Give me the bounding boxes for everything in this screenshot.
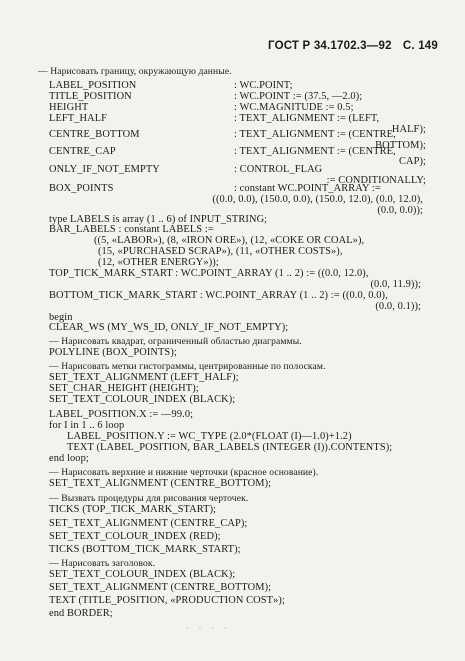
code-line: := CONDITIONALLY; [326,175,426,186]
code-line: (0.0, 0.1)); [375,301,421,312]
code-line: (12, «OTHER ENERGY»)); [98,257,219,268]
code-line: LABEL_POSITION.Y := WC_TYPE (2.0*(FLOAT (I)—1.0)+1.2) [67,431,352,442]
standard-number: ГОСТ Р 34.1702.3—92 [268,40,392,52]
code-line: : WC.POINT := (37.5, —2.0); [234,91,363,102]
code-comment: — Нарисовать квадрат, ограниченный областью диаграммы. [49,336,302,347]
code-line: : CONTROL_FLAG [234,164,323,175]
code-line: HEIGHT [49,102,89,113]
code-line: ((0.0, 0.0), (150.0, 0.0), (150.0, 12.0), (0.0, 12.0), [212,194,423,205]
code-line: ONLY_IF_NOT_EMPTY [49,164,160,175]
code-line: BOX_POINTS [49,183,114,194]
code-line: end loop; [49,453,89,464]
code-line: ((5, «LABOR»), (8, «IRON ORE»), (12, «COKE OR COAL»), [94,235,365,246]
code-line: : WC.MAGNITUDE := 0.5; [234,102,354,113]
code-line: (0.0, 11.9)); [370,279,421,290]
code-line: SET_TEXT_ALIGNMENT (CENTRE_BOTTOM); [49,582,272,593]
code-comment: — Нарисовать заголовок. [49,558,156,569]
code-line: SET_TEXT_ALIGNMENT (LEFT_HALF); [49,372,239,383]
code-line: TICKS (BOTTOM_TICK_MARK_START); [49,544,241,555]
code-line: TITLE_POSITION [49,91,132,102]
code-line: TOP_TICK_MARK_START : WC.POINT_ARRAY (1 .. 2) := ((0.0, 12.0), [49,268,369,279]
code-comment: — Нарисовать верхние и нижние черточки (красное основание). [49,467,319,478]
page-number: С. 149 [402,40,438,52]
code-comment: — Нарисовать границу, окружающую данные. [38,66,232,77]
scan-artifact: · · · · [186,624,231,633]
code-line: LABEL_POSITION [49,80,137,91]
code-line: CAP); [398,156,426,167]
code-line: (15, «PURCHASED SCRAP»), (11, «OTHER COSTS»), [98,246,343,257]
code-line: : WC.POINT; [234,80,293,91]
page-header [268,40,438,52]
code-line: BOTTOM_TICK_MARK_START : WC.POINT_ARRAY (1 .. 2) := ((0.0, 0.0), [49,290,388,301]
code-line: LABEL_POSITION.X := —99.0; [49,409,194,420]
code-line: end BORDER; [49,608,113,619]
code-line: TEXT (TITLE_POSITION, «PRODUCTION COST»); [49,595,285,606]
code-line: BAR_LABELS : constant LABELS := [49,224,214,235]
code-line: SET_TEXT_COLOUR_INDEX (BLACK); [49,569,236,580]
code-line: SET_TEXT_ALIGNMENT (CENTRE_BOTTOM); [49,478,272,489]
code-line: for I in 1 .. 6 loop [49,420,125,431]
code-line: BOTTOM); [375,140,426,151]
code-line: SET_TEXT_COLOUR_INDEX (RED); [49,531,221,542]
code-line: POLYLINE (BOX_POINTS); [49,347,177,358]
code-line: CENTRE_CAP [49,146,116,157]
code-line: SET_TEXT_ALIGNMENT (CENTRE_CAP); [49,518,248,529]
code-line: SET_TEXT_COLOUR_INDEX (BLACK); [49,394,236,405]
code-line: : constant WC.POINT_ARRAY := [234,183,381,194]
code-line: CENTRE_BOTTOM [49,129,140,140]
code-line: LEFT_HALF [49,113,108,124]
code-comment: — Нарисовать метки гистограммы, центрированные по полоскам. [49,361,326,372]
code-line: type LABELS is array (1 .. 6) of INPUT_STRING; [49,214,268,225]
code-comment: — Вызвать процедуры для рисования черточек. [49,493,249,504]
code-line: TICKS (TOP_TICK_MARK_START); [49,504,217,515]
code-line: begin [49,312,73,323]
code-line: : TEXT_ALIGNMENT := (LEFT, [234,113,380,124]
code-line: (0.0, 0.0)); [377,205,423,216]
code-line: SET_CHAR_HEIGHT (HEIGHT); [49,383,199,394]
code-line: TEXT (LABEL_POSITION, BAR_LABELS (INTEGER (I)).CONTENTS); [67,442,393,453]
code-line: CLEAR_WS (MY_WS_ID, ONLY_IF_NOT_EMPTY); [49,322,289,333]
code-line: : TEXT_ALIGNMENT := (CENTRE, [234,129,396,140]
code-line: : TEXT_ALIGNMENT := (CENTRE, [234,146,396,157]
code-line: HALF); [391,124,426,135]
